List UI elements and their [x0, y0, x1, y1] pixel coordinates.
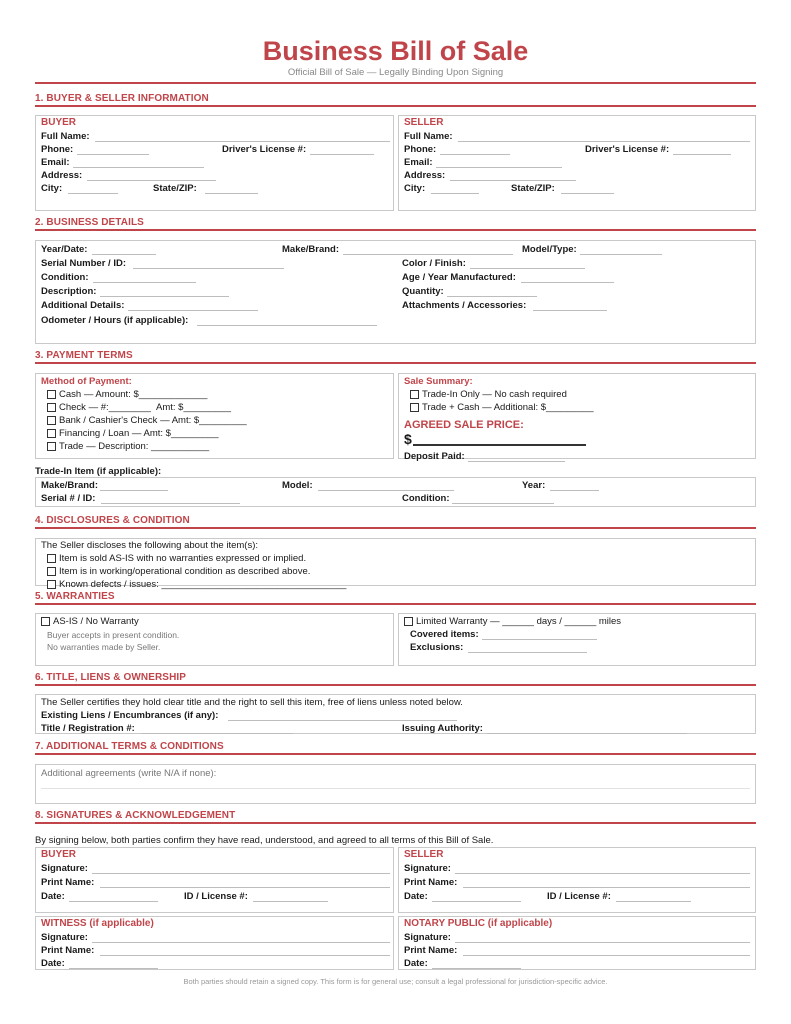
notary-date-label: Date: — [404, 958, 428, 969]
seller-signature-field[interactable] — [455, 873, 750, 874]
notary-print-name-field[interactable] — [463, 955, 750, 956]
serial-number-label: Serial Number / ID: — [41, 258, 126, 269]
seller-full-name-field[interactable] — [458, 141, 750, 142]
seller-city-field[interactable] — [431, 193, 479, 194]
working-condition-checkbox[interactable] — [47, 567, 56, 576]
trade-cash-label: Trade + Cash — Additional: $_________ — [422, 402, 594, 413]
trade-in-only-checkbox[interactable] — [410, 390, 419, 399]
buyer-city-field[interactable] — [68, 193, 118, 194]
agreed-price-label: AGREED SALE PRICE: — [404, 419, 524, 431]
witness-print-name-label: Print Name: — [41, 945, 95, 956]
attachments-label: Attachments / Accessories: — [402, 300, 527, 311]
as-is-note-1: Buyer accepts in present condition. — [47, 630, 180, 640]
seller-address-label: Address: — [404, 170, 446, 181]
trade-in-only-label: Trade-In Only — No cash required — [422, 389, 567, 400]
witness-print-name-field[interactable] — [100, 955, 390, 956]
year-date-label: Year/Date: — [41, 244, 88, 255]
trade-cash-checkbox[interactable] — [410, 403, 419, 412]
deposit-label: Deposit Paid: — [404, 451, 465, 462]
buyer-state-label: State/ZIP: — [153, 183, 197, 194]
check-amount-label: Amt: $_________ — [156, 402, 232, 413]
condition-label: Condition: — [41, 272, 89, 283]
serial-number-field[interactable] — [133, 268, 284, 269]
buyer-address-label: Address: — [41, 170, 83, 181]
existing-liens-label: Existing Liens / Encumbrances (if any): — [41, 710, 219, 721]
trade-in-serial-field[interactable] — [101, 503, 240, 504]
section-5-heading: 5. WARRANTIES — [35, 591, 115, 602]
exclusions-label: Exclusions: — [410, 642, 464, 653]
seller-date-label: Date: — [404, 891, 428, 902]
deposit-field[interactable] — [468, 461, 565, 462]
section-8-rule — [35, 822, 756, 824]
buyer-print-name-field[interactable] — [100, 887, 390, 888]
buyer-address-field[interactable] — [87, 180, 216, 181]
age-year-field[interactable] — [521, 282, 614, 283]
buyer-email-field[interactable] — [73, 167, 204, 168]
section-2-rule — [35, 229, 756, 231]
trade-in-make-field[interactable] — [100, 490, 168, 491]
seller-license-field[interactable] — [673, 154, 731, 155]
header-rule — [35, 82, 756, 84]
working-condition-label: Item is in working/operational condition as described above. — [59, 566, 311, 577]
buyer-city-label: City: — [41, 183, 63, 194]
issuing-authority-field[interactable] — [487, 733, 687, 734]
known-defects-checkbox[interactable] — [47, 580, 56, 589]
financing-label: Financing / Loan — Amt: $_________ — [59, 428, 219, 439]
buyer-info-box — [35, 115, 394, 211]
seller-phone-label: Phone: — [404, 144, 437, 155]
footer-note: Both parties should retain a signed copy. This form is for general use; consult a legal professional for jurisdiction-specific advice. — [183, 977, 608, 986]
seller-state-label: State/ZIP: — [511, 183, 555, 194]
seller-email-field[interactable] — [436, 167, 562, 168]
seller-license-label: Driver's License #: — [585, 144, 670, 155]
notary-print-name-label: Print Name: — [404, 945, 458, 956]
section-5-rule — [35, 603, 756, 605]
additional-details-field[interactable] — [128, 310, 258, 311]
bank-check-checkbox[interactable] — [47, 416, 56, 425]
seller-id-field[interactable] — [616, 901, 691, 902]
section-8-heading: 8. SIGNATURES & ACKNOWLEDGEMENT — [35, 810, 236, 821]
description-label: Description: — [41, 286, 97, 297]
seller-full-name-label: Full Name: — [404, 131, 453, 142]
make-brand-label: Make/Brand: — [282, 244, 340, 255]
seller-phone-field[interactable] — [440, 154, 510, 155]
additional-details-label: Additional Details: — [41, 300, 125, 311]
buyer-license-label: Driver's License #: — [222, 144, 307, 155]
notary-signature-field[interactable] — [455, 942, 750, 943]
color-finish-label: Color / Finish: — [402, 258, 466, 269]
witness-signature-label: Signature: — [41, 932, 88, 943]
buyer-heading: BUYER — [41, 117, 77, 128]
known-defects-label: Known defects / issues: ___________________________________ — [59, 579, 347, 590]
limited-warranty-checkbox[interactable] — [404, 617, 413, 626]
as-is-warranty-label: AS-IS / No Warranty — [53, 616, 139, 627]
buyer-email-label: Email: — [41, 157, 70, 168]
seller-state-field[interactable] — [561, 193, 614, 194]
buyer-state-field[interactable] — [205, 193, 258, 194]
seller-signature-heading: SELLER — [404, 849, 444, 860]
covered-items-field[interactable] — [482, 639, 597, 640]
signatures-intro: By signing below, both parties confirm they have read, understood, and agreed to all terms of this Bill of Sale. — [35, 835, 494, 846]
buyer-signature-label: Signature: — [41, 863, 88, 874]
exclusions-field[interactable] — [468, 652, 587, 653]
section-2-heading: 2. BUSINESS DETAILS — [35, 217, 144, 228]
check-number-label: Check — #:________ — [59, 402, 151, 413]
age-year-label: Age / Year Manufactured: — [402, 272, 516, 283]
seller-city-label: City: — [404, 183, 426, 194]
buyer-signature-heading: BUYER — [41, 849, 77, 860]
attachments-field[interactable] — [533, 310, 607, 311]
witness-signature-field[interactable] — [92, 942, 390, 943]
seller-print-name-field[interactable] — [463, 887, 750, 888]
trade-in-make-label: Make/Brand: — [41, 480, 99, 491]
model-type-label: Model/Type: — [522, 244, 577, 255]
agreed-price-field[interactable] — [413, 444, 586, 446]
trade-in-model-field[interactable] — [318, 490, 454, 491]
section-7-rule — [35, 753, 756, 755]
section-4-rule — [35, 527, 756, 529]
limited-warranty-label: Limited Warranty — ______ days / ______ miles — [416, 616, 622, 627]
buyer-id-label: ID / License #: — [184, 891, 248, 902]
buyer-signature-field[interactable] — [92, 873, 390, 874]
buyer-phone-label: Phone: — [41, 144, 74, 155]
section-6-heading: 6. TITLE, LIENS & OWNERSHIP — [35, 672, 187, 683]
bank-check-label: Bank / Cashier's Check — Amt: $_________ — [59, 415, 247, 426]
additional-terms-prompt: Additional agreements (write N/A if none): — [41, 768, 217, 779]
buyer-date-field[interactable] — [69, 901, 158, 902]
buyer-full-name-label: Full Name: — [41, 131, 90, 142]
check-checkbox[interactable] — [47, 403, 56, 412]
odometer-label: Odometer / Hours (if applicable): — [41, 315, 189, 326]
cash-label: Cash — Amount: $_____________ — [59, 389, 208, 400]
seller-email-label: Email: — [404, 157, 433, 168]
condition-field[interactable] — [93, 282, 196, 283]
trade-in-year-label: Year: — [522, 480, 546, 491]
section-4-heading: 4. DISCLOSURES & CONDITION — [35, 515, 190, 526]
covered-items-label: Covered items: — [410, 629, 479, 640]
notary-heading: NOTARY PUBLIC (if applicable) — [404, 918, 553, 929]
quantity-label: Quantity: — [402, 286, 444, 297]
trade-in-model-label: Model: — [282, 480, 313, 491]
business-details-box — [35, 240, 756, 344]
notary-date-field[interactable] — [432, 968, 521, 969]
seller-print-name-label: Print Name: — [404, 877, 458, 888]
seller-info-box — [398, 115, 756, 211]
document-subtitle: Official Bill of Sale — Legally Binding Upon Signing — [287, 67, 504, 78]
trade-in-serial-label: Serial # / ID: — [41, 493, 96, 504]
seller-date-field[interactable] — [432, 901, 521, 902]
sale-summary-title: Sale Summary: — [404, 376, 473, 387]
section-1-rule — [35, 105, 756, 107]
section-6-rule — [35, 684, 756, 686]
financing-checkbox[interactable] — [47, 429, 56, 438]
existing-liens-field[interactable] — [228, 720, 457, 721]
issuing-authority-label: Issuing Authority: — [402, 723, 483, 734]
section-3-rule — [35, 362, 756, 364]
section-1-heading: 1. BUYER & SELLER INFORMATION — [35, 93, 209, 104]
witness-date-label: Date: — [41, 958, 65, 969]
trade-in-year-field[interactable] — [550, 490, 599, 491]
title-registration-field[interactable] — [141, 733, 293, 734]
model-type-field[interactable] — [580, 254, 662, 255]
description-field[interactable] — [100, 296, 229, 297]
witness-heading: WITNESS (if applicable) — [41, 918, 154, 929]
seller-id-label: ID / License #: — [547, 891, 611, 902]
trade-in-condition-field[interactable] — [452, 503, 554, 504]
seller-heading: SELLER — [404, 117, 444, 128]
year-date-field[interactable] — [92, 254, 156, 255]
make-brand-field[interactable] — [343, 254, 513, 255]
section-7-heading: 7. ADDITIONAL TERMS & CONDITIONS — [35, 741, 224, 752]
as-is-disclosure-label: Item is sold AS-IS with no warranties expressed or implied. — [59, 553, 307, 564]
buyer-license-field[interactable] — [310, 154, 374, 155]
as-is-warranty-checkbox[interactable] — [41, 617, 50, 626]
buyer-phone-field[interactable] — [77, 154, 149, 155]
trade-label: Trade — Description: ___________ — [59, 441, 210, 452]
trade-checkbox[interactable] — [47, 442, 56, 451]
as-is-disclosure-checkbox[interactable] — [47, 554, 56, 563]
payment-method-title: Method of Payment: — [41, 376, 132, 387]
seller-signature-label: Signature: — [404, 863, 451, 874]
odometer-field[interactable] — [197, 325, 377, 326]
as-is-note-2: No warranties made by Seller. — [47, 642, 161, 652]
title-registration-label: Title / Registration #: — [41, 723, 135, 734]
seller-address-field[interactable] — [450, 180, 576, 181]
buyer-print-name-label: Print Name: — [41, 877, 95, 888]
buyer-id-field[interactable] — [253, 901, 328, 902]
color-finish-field[interactable] — [470, 268, 585, 269]
trade-in-condition-label: Condition: — [402, 493, 450, 504]
section-3-heading: 3. PAYMENT TERMS — [35, 350, 133, 361]
trade-in-title: Trade-In Item (if applicable): — [35, 466, 162, 477]
quantity-field[interactable] — [447, 296, 537, 297]
notary-signature-label: Signature: — [404, 932, 451, 943]
witness-date-field[interactable] — [69, 968, 158, 969]
buyer-date-label: Date: — [41, 891, 65, 902]
cash-checkbox[interactable] — [47, 390, 56, 399]
title-statement: The Seller certifies they hold clear title and the right to sell this item, free of liens unless noted below. — [41, 697, 463, 708]
buyer-full-name-field[interactable] — [95, 141, 390, 142]
document-title: Business Bill of Sale — [262, 36, 529, 66]
disclosures-intro: The Seller discloses the following about the item(s): — [41, 540, 259, 551]
additional-terms-line[interactable] — [41, 788, 750, 789]
dollar-sign: $ — [404, 431, 412, 447]
